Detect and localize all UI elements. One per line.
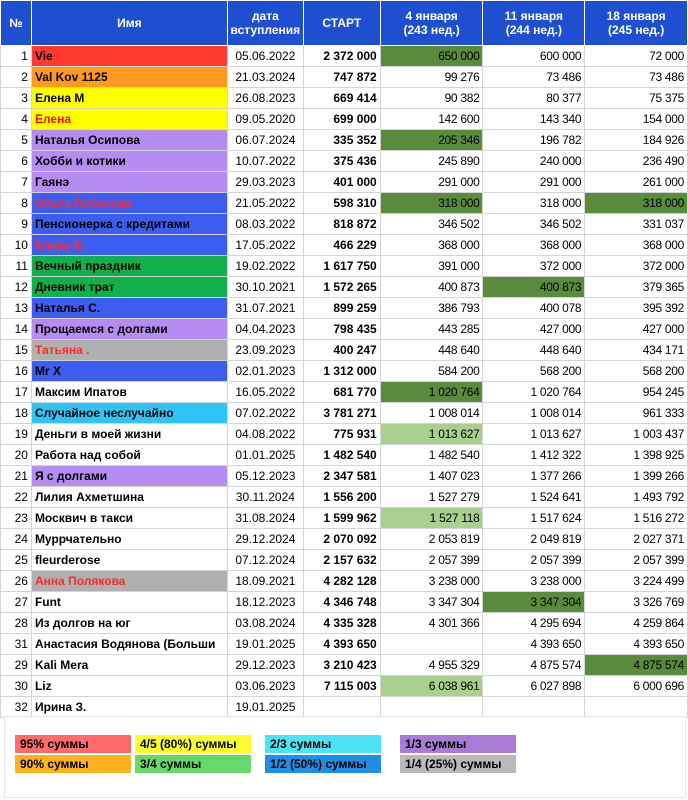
row-number-cell[interactable]: 30 bbox=[1, 676, 32, 697]
week-245-cell[interactable]: 4 259 864 bbox=[585, 613, 688, 634]
participant-name-cell[interactable]: Деньги в моей жизни bbox=[31, 424, 227, 445]
table-row bbox=[1, 46, 688, 67]
week-245-cell[interactable]: 2 057 399 bbox=[585, 550, 688, 571]
header-week-245[interactable] bbox=[585, 1, 688, 46]
participant-name-cell[interactable]: Mr X bbox=[31, 361, 227, 382]
join-date-cell[interactable]: 30.11.2024 bbox=[227, 487, 303, 508]
header-week-245-num: (245 нед.) bbox=[607, 23, 665, 37]
week-244-cell[interactable]: 4 295 694 bbox=[483, 613, 585, 634]
week-243-cell[interactable]: 291 000 bbox=[380, 172, 483, 193]
start-amount-cell[interactable]: 775 931 bbox=[303, 424, 380, 445]
table-row bbox=[1, 424, 688, 445]
header-week-244-num: (244 нед.) bbox=[505, 23, 562, 37]
start-amount-cell[interactable]: 669 414 bbox=[303, 88, 380, 109]
week-243-cell[interactable]: 400 873 bbox=[380, 277, 483, 298]
table-row bbox=[1, 487, 688, 508]
participant-name-cell[interactable]: Наталья С. bbox=[31, 298, 227, 319]
join-date-cell[interactable]: 03.06.2023 bbox=[227, 676, 303, 697]
week-243-cell[interactable]: 443 285 bbox=[380, 319, 483, 340]
join-date-cell[interactable]: 05.06.2022 bbox=[227, 46, 303, 67]
week-245-cell[interactable]: 331 037 bbox=[585, 214, 688, 235]
week-243-cell[interactable]: 346 502 bbox=[380, 214, 483, 235]
start-amount-cell[interactable]: 899 259 bbox=[303, 298, 380, 319]
start-amount-cell[interactable]: 335 352 bbox=[303, 130, 380, 151]
header-week-243[interactable] bbox=[380, 1, 483, 46]
week-243-cell[interactable]: 2 053 819 bbox=[380, 529, 483, 550]
row-number-cell[interactable]: 21 bbox=[1, 466, 32, 487]
join-date-cell[interactable]: 10.07.2022 bbox=[227, 151, 303, 172]
table-row bbox=[1, 634, 688, 655]
week-244-cell[interactable]: 448 640 bbox=[483, 340, 585, 361]
table-row bbox=[1, 319, 688, 340]
week-243-cell[interactable]: 1 482 540 bbox=[380, 445, 483, 466]
join-date-cell[interactable]: 18.09.2021 bbox=[227, 571, 303, 592]
week-244-cell[interactable]: 2 049 819 bbox=[483, 529, 585, 550]
start-amount-cell[interactable]: 4 346 748 bbox=[303, 592, 380, 613]
participant-name-cell[interactable]: Вечный праздник bbox=[31, 256, 227, 277]
participant-name-cell[interactable]: Funt bbox=[31, 592, 227, 613]
participant-name-cell[interactable]: Liz bbox=[31, 676, 227, 697]
table-row bbox=[1, 466, 688, 487]
start-amount-cell[interactable]: 2 347 581 bbox=[303, 466, 380, 487]
week-244-cell[interactable]: 2 057 399 bbox=[483, 550, 585, 571]
week-243-cell[interactable]: 1 013 627 bbox=[380, 424, 483, 445]
week-244-cell[interactable]: 368 000 bbox=[483, 235, 585, 256]
start-amount-cell[interactable]: 1 572 265 bbox=[303, 277, 380, 298]
week-244-cell[interactable]: 1 524 641 bbox=[483, 487, 585, 508]
start-amount-cell[interactable]: 4 393 650 bbox=[303, 634, 380, 655]
week-245-cell[interactable]: 184 926 bbox=[585, 130, 688, 151]
week-243-cell[interactable]: 2 057 399 bbox=[380, 550, 483, 571]
table-row bbox=[1, 508, 688, 529]
join-date-cell[interactable]: 21.03.2024 bbox=[227, 67, 303, 88]
week-245-cell[interactable] bbox=[585, 697, 688, 718]
week-243-cell[interactable]: 391 000 bbox=[380, 256, 483, 277]
week-243-cell[interactable]: 1 407 023 bbox=[380, 466, 483, 487]
week-243-cell[interactable]: 368 000 bbox=[380, 235, 483, 256]
table-row bbox=[1, 235, 688, 256]
week-243-cell[interactable]: 1 020 764 bbox=[380, 382, 483, 403]
table-row bbox=[1, 172, 688, 193]
week-243-cell[interactable]: 90 382 bbox=[380, 88, 483, 109]
row-number-cell[interactable]: 19 bbox=[1, 424, 32, 445]
participant-name-cell[interactable]: Хобби и котики bbox=[31, 151, 227, 172]
start-amount-cell[interactable]: 3 210 423 bbox=[303, 655, 380, 676]
row-number-cell[interactable]: 20 bbox=[1, 445, 32, 466]
header-date-line1: дата bbox=[251, 9, 279, 23]
table-row bbox=[1, 550, 688, 571]
week-244-cell[interactable]: 6 027 898 bbox=[483, 676, 585, 697]
participant-name-cell[interactable]: Я с долгами bbox=[31, 466, 227, 487]
start-amount-cell[interactable]: 400 247 bbox=[303, 340, 380, 361]
table-row bbox=[1, 571, 688, 592]
table-row bbox=[1, 403, 688, 424]
week-245-cell[interactable]: 261 000 bbox=[585, 172, 688, 193]
week-245-cell[interactable]: 4 393 650 bbox=[585, 634, 688, 655]
week-245-cell[interactable]: 961 333 bbox=[585, 403, 688, 424]
row-number-cell[interactable]: 1 bbox=[1, 46, 32, 67]
row-number-cell[interactable]: 15 bbox=[1, 340, 32, 361]
week-244-cell[interactable]: 318 000 bbox=[483, 193, 585, 214]
table-row bbox=[1, 67, 688, 88]
row-number-cell[interactable]: 8 bbox=[1, 193, 32, 214]
table-row bbox=[1, 445, 688, 466]
week-245-cell[interactable]: 427 000 bbox=[585, 319, 688, 340]
row-number-cell[interactable]: 14 bbox=[1, 319, 32, 340]
week-244-cell[interactable]: 346 502 bbox=[483, 214, 585, 235]
start-amount-cell[interactable]: 598 310 bbox=[303, 193, 380, 214]
row-number-cell[interactable]: 26 bbox=[1, 571, 32, 592]
join-date-cell[interactable]: 18.12.2023 bbox=[227, 592, 303, 613]
participant-name-cell[interactable]: Пенсионерка с кредитами bbox=[31, 214, 227, 235]
join-date-cell[interactable]: 17.05.2022 bbox=[227, 235, 303, 256]
row-number-cell[interactable]: 16 bbox=[1, 361, 32, 382]
start-amount-cell[interactable]: 466 229 bbox=[303, 235, 380, 256]
legend-item: 1/4 (25%) суммы bbox=[400, 755, 516, 773]
header-week-243-date: 4 января bbox=[405, 9, 458, 23]
week-243-cell[interactable]: 584 200 bbox=[380, 361, 483, 382]
week-244-cell[interactable]: 1 517 624 bbox=[483, 508, 585, 529]
join-date-cell[interactable]: 05.12.2023 bbox=[227, 466, 303, 487]
row-number-cell[interactable]: 24 bbox=[1, 529, 32, 550]
header-date-line2: вступления bbox=[230, 23, 301, 37]
week-243-cell[interactable] bbox=[380, 634, 483, 655]
header-week-244-date: 11 января bbox=[504, 9, 563, 23]
header-week-244[interactable] bbox=[483, 1, 585, 46]
week-245-cell[interactable]: 75 375 bbox=[585, 88, 688, 109]
join-date-cell[interactable]: 23.09.2023 bbox=[227, 340, 303, 361]
table-row bbox=[1, 655, 688, 676]
participant-name-cell[interactable]: Муррчательно bbox=[31, 529, 227, 550]
participant-name-cell[interactable]: Анастасия Водянова (Больши bbox=[31, 634, 227, 655]
week-244-cell[interactable]: 600 000 bbox=[483, 46, 585, 67]
header-name[interactable]: Имя bbox=[31, 1, 227, 46]
week-245-cell[interactable]: 236 490 bbox=[585, 151, 688, 172]
join-date-cell[interactable]: 30.10.2021 bbox=[227, 277, 303, 298]
table-row bbox=[1, 613, 688, 634]
week-243-cell[interactable]: 318 000 bbox=[380, 193, 483, 214]
week-244-cell[interactable]: 4 875 574 bbox=[483, 655, 585, 676]
join-date-cell[interactable]: 01.01.2025 bbox=[227, 445, 303, 466]
week-245-cell[interactable]: 3 224 499 bbox=[585, 571, 688, 592]
week-244-cell[interactable]: 196 782 bbox=[483, 130, 585, 151]
week-244-cell[interactable]: 143 340 bbox=[483, 109, 585, 130]
participant-name-cell[interactable]: Прощаемся с долгами bbox=[31, 319, 227, 340]
participant-name-cell[interactable]: Из долгов на юг bbox=[31, 613, 227, 634]
start-amount-cell[interactable]: 1 312 000 bbox=[303, 361, 380, 382]
week-245-cell[interactable]: 434 171 bbox=[585, 340, 688, 361]
legend-item: 3/4 суммы bbox=[135, 755, 251, 773]
week-244-cell[interactable]: 3 238 000 bbox=[483, 571, 585, 592]
row-number-cell[interactable]: 32 bbox=[1, 697, 32, 718]
legend-item: 1/2 (50%) суммы bbox=[265, 755, 381, 773]
week-243-cell[interactable]: 3 238 000 bbox=[380, 571, 483, 592]
table-row bbox=[1, 214, 688, 235]
week-243-cell[interactable]: 99 276 bbox=[380, 67, 483, 88]
start-amount-cell[interactable]: 1 556 200 bbox=[303, 487, 380, 508]
week-245-cell[interactable]: 568 200 bbox=[585, 361, 688, 382]
table-row bbox=[1, 151, 688, 172]
join-date-cell[interactable]: 04.08.2022 bbox=[227, 424, 303, 445]
participant-name-cell[interactable]: Москвич в такси bbox=[31, 508, 227, 529]
start-amount-cell[interactable]: 699 000 bbox=[303, 109, 380, 130]
start-amount-cell[interactable] bbox=[303, 697, 380, 718]
join-date-cell[interactable]: 07.02.2022 bbox=[227, 403, 303, 424]
table-row bbox=[1, 109, 688, 130]
week-245-cell[interactable]: 954 245 bbox=[585, 382, 688, 403]
row-number-cell[interactable]: 13 bbox=[1, 298, 32, 319]
week-244-cell[interactable]: 1 013 627 bbox=[483, 424, 585, 445]
join-date-cell[interactable]: 09.05.2020 bbox=[227, 109, 303, 130]
table-row bbox=[1, 277, 688, 298]
join-date-cell[interactable]: 06.07.2024 bbox=[227, 130, 303, 151]
legend-item: 4/5 (80%) суммы bbox=[135, 735, 251, 753]
start-amount-cell[interactable]: 7 115 003 bbox=[303, 676, 380, 697]
row-number-cell[interactable]: 4 bbox=[1, 109, 32, 130]
start-amount-cell[interactable]: 681 770 bbox=[303, 382, 380, 403]
legend-item: 1/3 суммы bbox=[400, 735, 516, 753]
row-number-cell[interactable]: 12 bbox=[1, 277, 32, 298]
table-row bbox=[1, 88, 688, 109]
participant-name-cell[interactable]: Наталья Осипова bbox=[31, 130, 227, 151]
week-243-cell[interactable]: 245 890 bbox=[380, 151, 483, 172]
row-number-cell[interactable]: 29 bbox=[1, 655, 32, 676]
table-row bbox=[1, 193, 688, 214]
table-row bbox=[1, 256, 688, 277]
week-243-cell[interactable]: 4 955 329 bbox=[380, 655, 483, 676]
start-amount-cell[interactable]: 375 436 bbox=[303, 151, 380, 172]
week-243-cell[interactable]: 3 347 304 bbox=[380, 592, 483, 613]
week-244-cell[interactable]: 1 377 266 bbox=[483, 466, 585, 487]
table-row bbox=[1, 361, 688, 382]
table-row bbox=[1, 697, 688, 718]
join-date-cell[interactable]: 29.03.2023 bbox=[227, 172, 303, 193]
participant-name-cell[interactable]: Татьяна . bbox=[31, 340, 227, 361]
participant-name-cell[interactable]: Vie bbox=[31, 46, 227, 67]
week-244-cell[interactable]: 240 000 bbox=[483, 151, 585, 172]
week-245-cell[interactable]: 395 392 bbox=[585, 298, 688, 319]
row-number-cell[interactable]: 25 bbox=[1, 550, 32, 571]
row-number-cell[interactable]: 31 bbox=[1, 634, 32, 655]
join-date-cell[interactable]: 08.03.2022 bbox=[227, 214, 303, 235]
participant-name-cell[interactable]: Гаянэ bbox=[31, 172, 227, 193]
join-date-cell[interactable]: 16.05.2022 bbox=[227, 382, 303, 403]
row-number-cell[interactable]: 23 bbox=[1, 508, 32, 529]
header-row bbox=[1, 1, 688, 46]
participant-name-cell[interactable]: Максим Ипатов bbox=[31, 382, 227, 403]
row-number-cell[interactable]: 27 bbox=[1, 592, 32, 613]
week-243-cell[interactable]: 386 793 bbox=[380, 298, 483, 319]
table-row bbox=[1, 298, 688, 319]
table-row bbox=[1, 592, 688, 613]
week-244-cell[interactable]: 291 000 bbox=[483, 172, 585, 193]
week-244-cell[interactable]: 4 393 650 bbox=[483, 634, 585, 655]
participant-name-cell[interactable]: Елена М bbox=[31, 88, 227, 109]
row-number-cell[interactable]: 2 bbox=[1, 67, 32, 88]
participant-name-cell[interactable]: Клава Б. bbox=[31, 235, 227, 256]
week-244-cell[interactable]: 400 873 bbox=[483, 277, 585, 298]
join-date-cell[interactable]: 19.01.2025 bbox=[227, 634, 303, 655]
row-number-cell[interactable]: 28 bbox=[1, 613, 32, 634]
join-date-cell[interactable]: 19.01.2025 bbox=[227, 697, 303, 718]
table-row bbox=[1, 340, 688, 361]
week-245-cell[interactable]: 318 000 bbox=[585, 193, 688, 214]
header-week-243-num: (243 нед.) bbox=[403, 23, 460, 37]
row-number-cell[interactable]: 6 bbox=[1, 151, 32, 172]
join-date-cell[interactable]: 31.07.2021 bbox=[227, 298, 303, 319]
week-245-cell[interactable]: 368 000 bbox=[585, 235, 688, 256]
start-amount-cell[interactable]: 1 482 540 bbox=[303, 445, 380, 466]
week-244-cell[interactable]: 80 377 bbox=[483, 88, 585, 109]
week-245-cell[interactable]: 1 003 437 bbox=[585, 424, 688, 445]
participant-name-cell[interactable]: fleurderose bbox=[31, 550, 227, 571]
start-amount-cell[interactable]: 1 599 962 bbox=[303, 508, 380, 529]
week-243-cell[interactable]: 6 038 961 bbox=[380, 676, 483, 697]
start-amount-cell[interactable]: 747 872 bbox=[303, 67, 380, 88]
participant-name-cell[interactable]: Лилия Ахметшина bbox=[31, 487, 227, 508]
row-number-cell[interactable]: 10 bbox=[1, 235, 32, 256]
header-date[interactable] bbox=[227, 1, 303, 46]
row-number-cell[interactable]: 22 bbox=[1, 487, 32, 508]
start-amount-cell[interactable]: 4 282 128 bbox=[303, 571, 380, 592]
week-245-cell[interactable]: 72 000 bbox=[585, 46, 688, 67]
join-date-cell[interactable]: 04.04.2023 bbox=[227, 319, 303, 340]
week-243-cell[interactable]: 205 346 bbox=[380, 130, 483, 151]
row-number-cell[interactable]: 5 bbox=[1, 130, 32, 151]
row-number-cell[interactable]: 3 bbox=[1, 88, 32, 109]
week-245-cell[interactable]: 73 486 bbox=[585, 67, 688, 88]
participant-name-cell[interactable]: Анна Полякова bbox=[31, 571, 227, 592]
week-244-cell[interactable] bbox=[483, 697, 585, 718]
start-amount-cell[interactable]: 2 157 632 bbox=[303, 550, 380, 571]
week-243-cell[interactable]: 448 640 bbox=[380, 340, 483, 361]
week-245-cell[interactable]: 2 027 371 bbox=[585, 529, 688, 550]
join-date-cell[interactable]: 02.01.2023 bbox=[227, 361, 303, 382]
header-start[interactable]: СТАРТ bbox=[303, 1, 380, 46]
week-243-cell[interactable] bbox=[380, 697, 483, 718]
row-number-cell[interactable]: 17 bbox=[1, 382, 32, 403]
start-amount-cell[interactable]: 401 000 bbox=[303, 172, 380, 193]
start-amount-cell[interactable]: 798 435 bbox=[303, 319, 380, 340]
week-244-cell[interactable]: 568 200 bbox=[483, 361, 585, 382]
participant-name-cell[interactable]: Дневник трат bbox=[31, 277, 227, 298]
week-244-cell[interactable]: 3 347 304 bbox=[483, 592, 585, 613]
participant-name-cell[interactable]: Елена bbox=[31, 109, 227, 130]
header-num[interactable]: № bbox=[1, 1, 32, 46]
header-week-245-date: 18 января bbox=[606, 9, 666, 23]
week-245-cell[interactable]: 6 000 696 bbox=[585, 676, 688, 697]
participant-name-cell[interactable]: Kali Mera bbox=[31, 655, 227, 676]
join-date-cell[interactable]: 19.02.2022 bbox=[227, 256, 303, 277]
week-244-cell[interactable]: 400 078 bbox=[483, 298, 585, 319]
join-date-cell[interactable]: 03.08.2024 bbox=[227, 613, 303, 634]
table-row bbox=[1, 676, 688, 697]
week-245-cell[interactable]: 1 398 925 bbox=[585, 445, 688, 466]
week-244-cell[interactable]: 1 020 764 bbox=[483, 382, 585, 403]
color-legend bbox=[4, 716, 686, 798]
week-244-cell[interactable]: 1 008 014 bbox=[483, 403, 585, 424]
start-amount-cell[interactable]: 2 372 000 bbox=[303, 46, 380, 67]
week-245-cell[interactable]: 3 326 769 bbox=[585, 592, 688, 613]
participant-name-cell[interactable]: Ольга Лобанова bbox=[31, 193, 227, 214]
start-amount-cell[interactable]: 1 617 750 bbox=[303, 256, 380, 277]
participant-name-cell[interactable]: Работа над собой bbox=[31, 445, 227, 466]
start-amount-cell[interactable]: 818 872 bbox=[303, 214, 380, 235]
week-243-cell[interactable]: 1 527 118 bbox=[380, 508, 483, 529]
week-245-cell[interactable]: 4 875 574 bbox=[585, 655, 688, 676]
week-243-cell[interactable]: 142 600 bbox=[380, 109, 483, 130]
table-row bbox=[1, 130, 688, 151]
week-244-cell[interactable]: 73 486 bbox=[483, 67, 585, 88]
week-244-cell[interactable]: 372 000 bbox=[483, 256, 585, 277]
join-date-cell[interactable]: 21.05.2022 bbox=[227, 193, 303, 214]
join-date-cell[interactable]: 29.12.2023 bbox=[227, 655, 303, 676]
table-row bbox=[1, 382, 688, 403]
legend-item: 2/3 суммы bbox=[265, 735, 381, 753]
legend-item: 90% суммы bbox=[15, 755, 131, 773]
row-number-cell[interactable]: 18 bbox=[1, 403, 32, 424]
row-number-cell[interactable]: 11 bbox=[1, 256, 32, 277]
week-243-cell[interactable]: 4 301 366 bbox=[380, 613, 483, 634]
legend-item: 95% суммы bbox=[15, 735, 131, 753]
join-date-cell[interactable]: 07.12.2024 bbox=[227, 550, 303, 571]
row-number-cell[interactable]: 7 bbox=[1, 172, 32, 193]
week-243-cell[interactable]: 650 000 bbox=[380, 46, 483, 67]
participant-name-cell[interactable]: Случайное неслучайно bbox=[31, 403, 227, 424]
week-243-cell[interactable]: 1 008 014 bbox=[380, 403, 483, 424]
table-row bbox=[1, 529, 688, 550]
week-245-cell[interactable]: 372 000 bbox=[585, 256, 688, 277]
join-date-cell[interactable]: 31.08.2024 bbox=[227, 508, 303, 529]
join-date-cell[interactable]: 26.08.2023 bbox=[227, 88, 303, 109]
week-244-cell[interactable]: 1 412 322 bbox=[483, 445, 585, 466]
week-243-cell[interactable]: 1 527 279 bbox=[380, 487, 483, 508]
participant-name-cell[interactable]: Ирина З. bbox=[31, 697, 227, 718]
week-245-cell[interactable]: 1 516 272 bbox=[585, 508, 688, 529]
join-date-cell[interactable]: 29.12.2024 bbox=[227, 529, 303, 550]
participant-name-cell[interactable]: Val Kov 1125 bbox=[31, 67, 227, 88]
start-amount-cell[interactable]: 2 070 092 bbox=[303, 529, 380, 550]
row-number-cell[interactable]: 9 bbox=[1, 214, 32, 235]
week-245-cell[interactable]: 1 399 266 bbox=[585, 466, 688, 487]
start-amount-cell[interactable]: 4 335 328 bbox=[303, 613, 380, 634]
week-245-cell[interactable]: 379 365 bbox=[585, 277, 688, 298]
start-amount-cell[interactable]: 3 781 271 bbox=[303, 403, 380, 424]
week-244-cell[interactable]: 427 000 bbox=[483, 319, 585, 340]
week-245-cell[interactable]: 154 000 bbox=[585, 109, 688, 130]
week-245-cell[interactable]: 1 493 792 bbox=[585, 487, 688, 508]
